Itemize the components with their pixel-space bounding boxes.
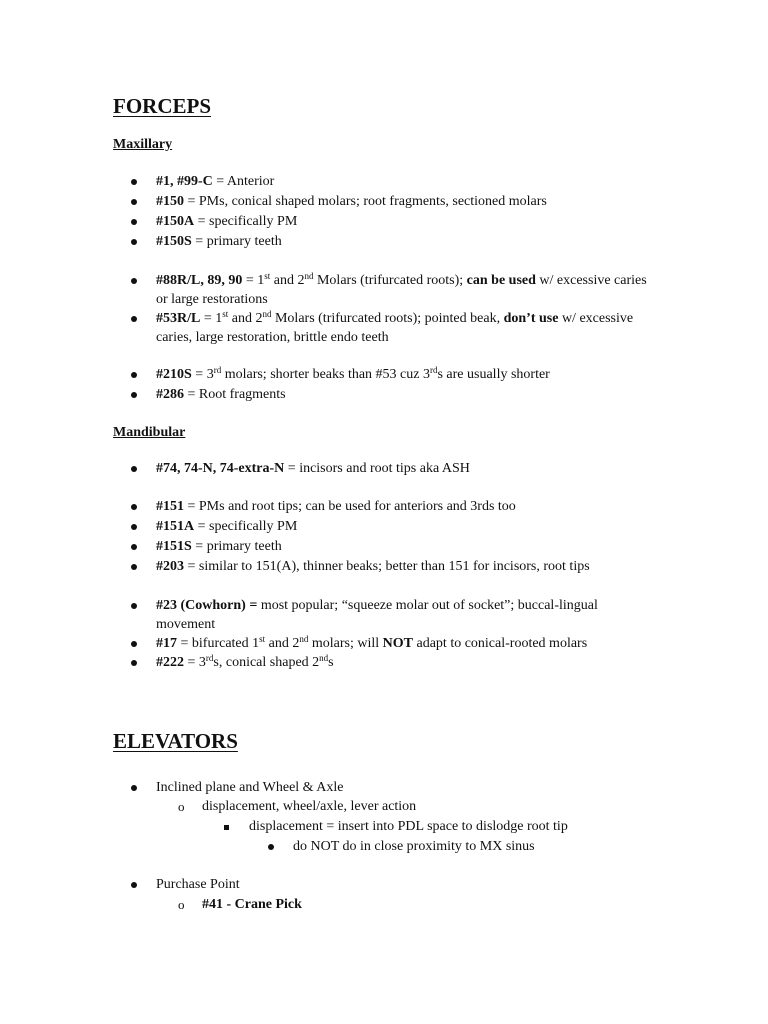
list-item: o displacement, wheel/axle, lever action: [180, 797, 660, 817]
list-item: displacement = insert into PDL space to dislodge root tip: [227, 817, 667, 837]
list-item: #151S = primary teeth: [134, 537, 654, 557]
mandibular-heading: Mandibular: [113, 425, 186, 440]
list-item: #210S = 3rd molars; shorter beaks than #53 cuz 3rds are usually shorter: [134, 365, 654, 385]
list-item: #74, 74-N, 74-extra-N = incisors and root tips aka ASH: [134, 459, 654, 479]
maxillary-list-2: [134, 271, 654, 347]
elevators-title: ELEVATORS: [113, 729, 238, 753]
elevators-subsublist: [227, 817, 667, 837]
maxillary-list-1: [134, 172, 654, 252]
list-item: #1, #99-C = Anterior: [134, 172, 654, 192]
maxillary-heading: Maxillary: [113, 137, 173, 152]
list-item: do NOT do in close proximity to MX sinus: [271, 837, 691, 857]
purchase-sublist: [180, 895, 660, 915]
mandibular-list-3: [134, 596, 654, 672]
mandibular-list-1: [134, 459, 654, 479]
list-item: #151A = specifically PM: [134, 517, 654, 537]
elevators-subsubsublist: [271, 837, 691, 857]
elevators-list: [134, 778, 654, 798]
list-item: Purchase Point: [134, 875, 654, 895]
forceps-title: FORCEPS: [113, 94, 212, 118]
elevators-sublist: [180, 797, 660, 817]
list-item: #17 = bifurcated 1st and 2nd molars; will NOT adapt to conical-rooted molars: [134, 634, 654, 653]
list-item: Inclined plane and Wheel & Axle: [134, 778, 654, 798]
list-item: #53R/L = 1st and 2nd Molars (trifurcated roots); pointed beak, don’t use w/ excessive caries, large restoration, brittle endo teeth: [134, 309, 654, 347]
maxillary-list-3: [134, 365, 654, 405]
list-item: #203 = similar to 151(A), thinner beaks; better than 151 for incisors, root tips: [134, 557, 654, 577]
list-item: #150S = primary teeth: [134, 232, 654, 252]
list-item: #150 = PMs, conical shaped molars; root fragments, sectioned molars: [134, 192, 654, 212]
list-item: #150A = specifically PM: [134, 212, 654, 232]
list-item: #222 = 3rds, conical shaped 2nds: [134, 653, 654, 672]
list-item: #88R/L, 89, 90 = 1st and 2nd Molars (trifurcated roots); can be used w/ excessive caries or large restorations: [134, 271, 654, 309]
purchase-list: [134, 875, 654, 895]
list-item: #286 = Root fragments: [134, 385, 654, 405]
mandibular-list-2: [134, 497, 654, 577]
list-item: #151 = PMs and root tips; can be used for anteriors and 3rds too: [134, 497, 654, 517]
list-item: #23 (Cowhorn) = most popular; “squeeze molar out of socket”; buccal-lingual movement: [134, 596, 654, 634]
list-item: o #41 - Crane Pick: [180, 895, 660, 915]
